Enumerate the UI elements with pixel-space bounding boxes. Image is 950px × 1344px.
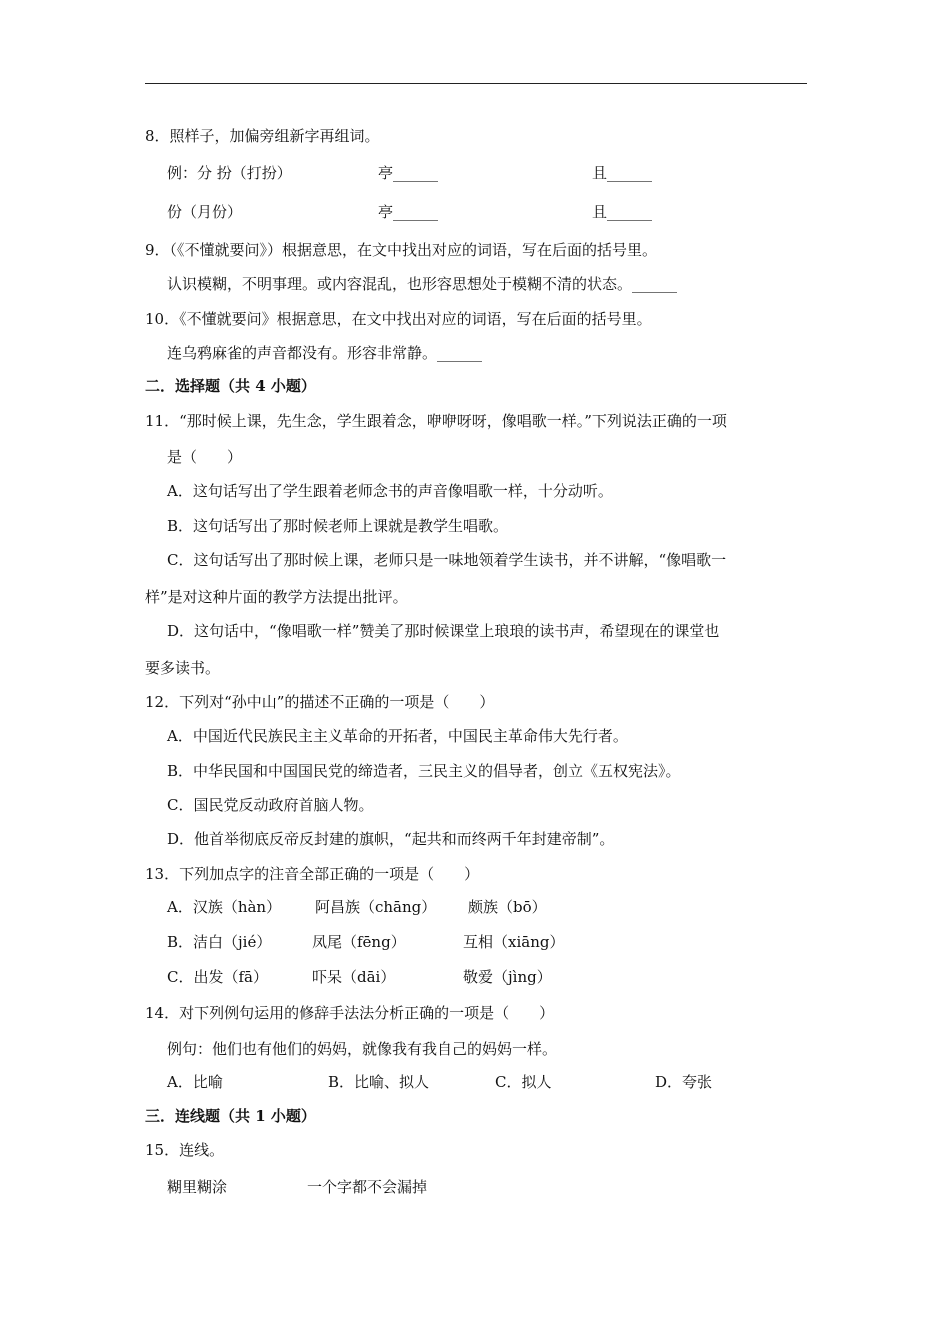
question-12-stem: 12．下列对“孙中山”的描述不正确的一项是（ ） <box>145 693 495 711</box>
question-8-blank: 亭______ <box>378 203 439 221</box>
question-14-option-c: C．拟人 <box>495 1073 552 1091</box>
question-13-option-b: B．洁白（jié） <box>167 933 272 951</box>
question-14-option-d: D．夸张 <box>655 1073 713 1091</box>
question-8-blank: 亭______ <box>378 164 439 182</box>
question-11-stem-cont: 是（ ） <box>167 448 243 466</box>
question-13-option-c-item: 吓呆（dāi） <box>312 968 396 986</box>
question-12-option-d: D．他首举彻底反帝反封建的旗帜，“起共和而终两千年封建帝制”。 <box>167 830 615 848</box>
question-11-option-d-cont: 要多读书。 <box>145 659 221 677</box>
question-15-stem: 15．连线。 <box>145 1141 225 1159</box>
question-15-right-item: 一个字都不会漏掉 <box>307 1178 428 1196</box>
header-rule <box>145 83 807 84</box>
question-9-stem: 9．（《不懂就要问》）根据意思，在文中找出对应的词语，写在后面的括号里。 <box>145 241 658 259</box>
question-13-option-a-item: 颇族（bō） <box>468 898 547 916</box>
question-12-option-b: B．中华民国和中国国民党的缔造者，三民主义的倡导者，创立《五权宪法》。 <box>167 762 681 780</box>
question-8-blank: 且______ <box>592 164 653 182</box>
question-9-detail: 认识模糊，不明事理。或内容混乱，也形容思想处于模糊不清的状态。______ <box>167 275 678 293</box>
question-10-detail: 连乌鸦麻雀的声音都没有。形容非常静。______ <box>167 344 483 362</box>
question-13-option-a-item: 阿昌族（chāng） <box>315 898 437 916</box>
section-3-title: 三．连线题（共 1 小题） <box>145 1107 316 1125</box>
question-14-option-b: B．比喻、拟人 <box>328 1073 430 1091</box>
question-13-stem: 13．下列加点字的注音全部正确的一项是（ ） <box>145 865 480 883</box>
question-13-option-b-item: 凤尾（fēng） <box>312 933 406 951</box>
section-2-title: 二．选择题（共 4 小题） <box>145 377 316 395</box>
question-12-option-a: A．中国近代民族民主主义革命的开拓者，中国民主革命伟大先行者。 <box>167 727 628 745</box>
question-15-left-item: 糊里糊涂 <box>167 1178 228 1196</box>
question-14-stem: 14．对下列例句运用的修辞手法法分析正确的一项是（ ） <box>145 1004 555 1022</box>
question-14-option-a: A．比喻 <box>167 1073 223 1091</box>
question-13-option-c-item: 敬爱（jìng） <box>463 968 552 986</box>
question-13-option-c: C．出发（fā） <box>167 968 268 986</box>
question-11-option-c: C．这句话写出了那时候上课，老师只是一味地领着学生读书，并不讲解，“像唱歌一 <box>167 551 727 569</box>
question-8-stem: 8．照样子，加偏旁组新字再组词。 <box>145 127 380 145</box>
question-14-example: 例句：他们也有他们的妈妈，就像我有我自己的妈妈一样。 <box>167 1040 558 1058</box>
question-11-option-d: D．这句话中，“像唱歌一样”赞美了那时候课堂上琅琅的读书声，希望现在的课堂也 <box>167 622 720 640</box>
question-11-option-c-cont: 样”是对这种片面的教学方法提出批评。 <box>145 588 408 606</box>
question-13-option-a: A．汉族（hàn） <box>167 898 282 916</box>
question-11-option-a: A．这句话写出了学生跟着老师念书的声音像唱歌一样，十分动听。 <box>167 482 613 500</box>
question-10-stem: 10．《不懂就要问》根据意思，在文中找出对应的词语，写在后面的括号里。 <box>145 310 652 328</box>
question-12-option-c: C．国民党反动政府首脑人物。 <box>167 796 374 814</box>
question-8-blank: 且______ <box>592 203 653 221</box>
question-8-example-word: 份（月份） <box>167 203 243 221</box>
question-11-option-b: B．这句话写出了那时候老师上课就是教学生唱歌。 <box>167 517 509 535</box>
question-8-example: 例：分 扮（打扮） <box>167 164 292 182</box>
question-13-option-b-item: 互相（xiāng） <box>463 933 565 951</box>
question-11-stem: 11．“那时候上课，先生念，学生跟着念，咿咿呀呀，像唱歌一样。”下列说法正确的一项 <box>145 412 727 430</box>
